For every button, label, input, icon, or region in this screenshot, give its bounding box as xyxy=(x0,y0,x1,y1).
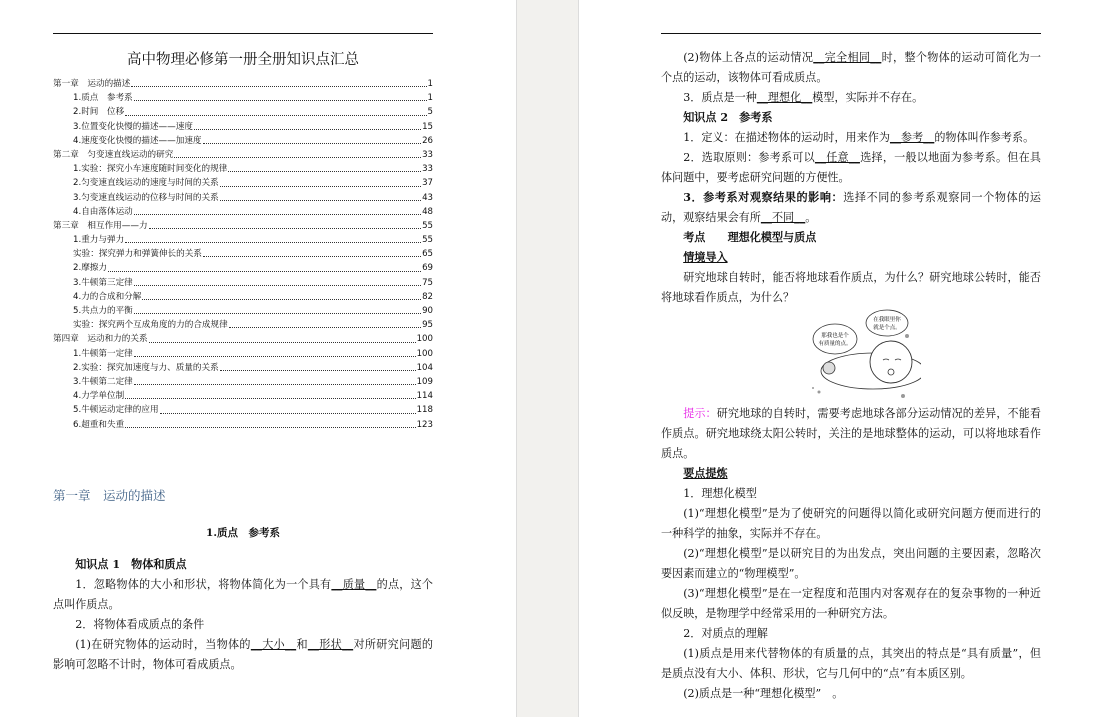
text: 2．选取原则：参考系可以 xyxy=(683,151,815,164)
toc-leader xyxy=(134,205,421,215)
bubble-text: 有质量的点。 xyxy=(818,341,852,347)
toc-label: 1.实验：探究小车速度随时间变化的规律 xyxy=(73,164,228,175)
fill-blank: __参考__ xyxy=(889,131,935,144)
fill-blank: __任意__ xyxy=(814,151,860,164)
right-body-top xyxy=(661,48,1041,308)
toc-entry[interactable] xyxy=(53,347,433,361)
toc-leader xyxy=(203,134,422,144)
paragraph: (2)质点是一种“理想化模型” 。 xyxy=(683,687,844,700)
text: 3．质点是一种 xyxy=(683,91,757,104)
document-page-left xyxy=(0,0,516,717)
speech-bubble-sun xyxy=(866,310,908,336)
toc-page-number: 123 xyxy=(416,419,433,430)
toc-label: 5.共点力的平衡 xyxy=(73,306,133,316)
toc-label: 实验：探究两个互成角度的力的合成规律 xyxy=(73,320,228,331)
toc-entry[interactable] xyxy=(53,247,433,261)
toc-label: 3.匀变速直线运动的位移与时间的关系 xyxy=(73,192,219,203)
toc-page-number: 15 xyxy=(422,121,433,132)
toc-page-number: 55 xyxy=(422,235,433,246)
toc-entry[interactable] xyxy=(53,403,433,417)
scenario-heading: 情境导入 xyxy=(683,251,728,264)
text: 3．参考系对观察结果的影响： xyxy=(683,191,844,204)
toc-label: 6.超重和失重 xyxy=(73,419,125,430)
toc-entry[interactable] xyxy=(53,148,433,162)
bubble-text: 在我眼里你 xyxy=(873,317,901,323)
toc-leader xyxy=(149,332,416,342)
toc-page-number: 5 xyxy=(427,107,433,118)
text: 模型，实际并不存在。 xyxy=(812,91,924,104)
toc-label: 实验：探究弹力和弹簧伸长的关系 xyxy=(73,249,202,260)
toc-page-number: 82 xyxy=(422,291,433,302)
key-points-heading: 要点提炼 xyxy=(683,467,728,480)
text: 。 xyxy=(805,211,817,224)
paragraph xyxy=(661,48,1041,88)
exam-point-title: 考点 理想化模型与质点 xyxy=(683,231,817,244)
toc-entry[interactable] xyxy=(53,389,433,403)
header-rule xyxy=(661,33,1041,34)
text: 的点，这个点叫作质点。 xyxy=(53,578,433,611)
left-body xyxy=(53,555,433,675)
toc-leader xyxy=(108,261,421,271)
fill-blank: __理想化__ xyxy=(756,91,813,104)
toc-leader xyxy=(125,389,415,399)
toc-label: 4.自由落体运动 xyxy=(73,206,133,217)
toc-leader xyxy=(134,91,427,101)
toc-label: 2.时间 位移 xyxy=(73,107,125,118)
toc-leader xyxy=(125,418,415,428)
bubble-text: 就是个点。 xyxy=(873,325,901,331)
toc-leader xyxy=(220,176,421,186)
text: 研究地球的自转时，需要考虑地球各部分运动情况的差异，不能看作质点。研究地球绕太阳公转时，关注的是地球整体的运动，可以将地球看作质点。 xyxy=(661,407,1041,460)
knowledge-point-title: 知识点 1 物体和质点 xyxy=(75,558,187,571)
paragraph: 2．对质点的理解 xyxy=(683,627,768,640)
bubble-text: 那我也是个 xyxy=(821,333,849,339)
paragraph xyxy=(661,88,1041,108)
toc-entry[interactable] xyxy=(53,120,433,134)
paragraph: (1)“理想化模型”是为了使研究的问题得以简化或研究问题方便而进行的一种科学的抽象，实际并不存在。 xyxy=(661,507,1041,540)
toc-entry[interactable] xyxy=(53,361,433,375)
toc-page-number: 69 xyxy=(422,263,433,274)
paragraph xyxy=(661,128,1041,148)
hint-label: 提示： xyxy=(683,407,717,420)
right-body-bottom xyxy=(661,404,1041,704)
header-rule xyxy=(53,33,433,34)
paragraph xyxy=(53,575,433,615)
toc-page-number: 109 xyxy=(416,376,433,387)
page-gap xyxy=(516,0,579,717)
paragraph: 1．理想化模型 xyxy=(683,487,757,500)
earth xyxy=(823,362,835,374)
paragraph: 研究地球自转时，能否将地球看作质点，为什么？研究地球公转时，能否将地球看作质点，为什么？ xyxy=(661,271,1041,304)
text: (1)在研究物体的运动时，当物体的 xyxy=(75,638,251,651)
toc-entry[interactable] xyxy=(53,176,433,190)
text: 和 xyxy=(296,638,308,651)
toc-label: 第四章 运动和力的关系 xyxy=(53,334,148,345)
toc-entry[interactable] xyxy=(53,276,433,290)
fill-blank: __不同__ xyxy=(760,211,806,224)
toc-page-number: 118 xyxy=(416,405,433,416)
toc-label: 2.匀变速直线运动的速度与时间的关系 xyxy=(73,178,219,189)
toc-leader xyxy=(149,219,422,229)
toc-leader xyxy=(134,276,421,286)
toc-leader xyxy=(203,247,421,257)
toc-leader xyxy=(131,77,426,87)
toc-leader xyxy=(228,162,421,172)
document-title: 高中物理必修第一册全册知识点汇总 xyxy=(127,52,359,68)
toc-entry[interactable] xyxy=(53,261,433,275)
toc-label: 3.牛顿第二定律 xyxy=(73,376,133,387)
section-heading: 1.质点 参考系 xyxy=(206,527,280,539)
paragraph: (1)质点是用来代替物体的有质量的点，其突出的特点是“具有质量”，但是质点没有大小、体积、形状，它与几何中的“点”有本质区别。 xyxy=(661,647,1041,680)
text: (2)物体上各点的运动情况 xyxy=(683,51,814,64)
toc-leader xyxy=(220,361,416,371)
text: 1．忽略物体的大小和形状，将物体简化为一个具有 xyxy=(75,578,332,591)
paragraph: (2)“理想化模型”是以研究目的为出发点，突出问题的主要因素，忽略次要因素而建立的“物理模型”。 xyxy=(661,547,1041,580)
toc-leader xyxy=(125,105,426,115)
toc-leader xyxy=(220,191,421,201)
toc-entry[interactable] xyxy=(53,375,433,389)
toc-leader xyxy=(125,233,421,243)
toc-page-number: 100 xyxy=(416,334,433,345)
toc-entry[interactable] xyxy=(53,233,433,247)
toc-leader xyxy=(229,318,421,328)
toc-label: 1.质点 参考系 xyxy=(73,93,133,104)
toc-label: 第二章 匀变速直线运动的研究 xyxy=(53,149,174,160)
toc-entry[interactable] xyxy=(53,105,433,119)
toc-page-number: 43 xyxy=(422,192,433,203)
text: 时，整个物体的运动可简化为一个点的运动，该物体可看成质点。 xyxy=(661,51,1041,84)
toc-page-number: 90 xyxy=(422,306,433,316)
toc-entry[interactable] xyxy=(53,290,433,304)
toc-entry[interactable] xyxy=(53,304,433,318)
chapter-heading: 第一章 运动的描述 xyxy=(53,488,166,503)
knowledge-point-title: 知识点 2 参考系 xyxy=(683,111,773,124)
paragraph: 2．将物体看成质点的条件 xyxy=(75,618,205,631)
toc-entry[interactable] xyxy=(53,134,433,148)
toc-page-number: 55 xyxy=(422,220,433,231)
text: 对所研究问题的影响可忽略不计时，物体可看成质点。 xyxy=(53,638,433,671)
speech-bubble-earth xyxy=(813,324,857,354)
toc-page-number: 104 xyxy=(416,362,433,373)
toc-page-number: 37 xyxy=(422,178,433,189)
toc-label: 4.力学单位制 xyxy=(73,391,125,402)
toc-entry[interactable] xyxy=(53,191,433,205)
fill-blank: __质量__ xyxy=(331,578,377,591)
toc-label: 5.牛顿运动定律的应用 xyxy=(73,405,159,416)
toc-label: 3.位置变化快慢的描述——速度 xyxy=(73,121,193,132)
toc-leader xyxy=(194,120,421,130)
toc-label: 4.力的合成和分解 xyxy=(73,291,142,302)
toc-page-number: 1 xyxy=(427,93,433,104)
fill-blank: __形状__ xyxy=(307,638,354,651)
toc-entry[interactable] xyxy=(53,162,433,176)
toc-page-number: 33 xyxy=(422,149,433,160)
toc-entry[interactable] xyxy=(53,77,433,91)
toc-page-number: 75 xyxy=(422,277,433,288)
hint-paragraph xyxy=(661,404,1041,464)
toc-label: 1.重力与弹力 xyxy=(73,235,125,246)
toc-label: 1.牛顿第一定律 xyxy=(73,348,133,359)
toc-page-number: 65 xyxy=(422,249,433,260)
toc-page-number: 48 xyxy=(422,206,433,217)
text: 1．定义：在描述物体的运动时，用来作为 xyxy=(683,131,890,144)
toc-page-number: 1 xyxy=(427,79,433,89)
toc-label: 第一章 运动的描述 xyxy=(53,79,131,89)
text: 的物体叫作参考系。 xyxy=(934,131,1035,144)
paragraph xyxy=(661,148,1041,188)
text: 选择，一般以地面为参考系。但在具体问题中，要考虑研究问题的方便性。 xyxy=(661,151,1041,184)
toc-entry[interactable] xyxy=(53,332,433,346)
paragraph: (3)“理想化模型”是在一定程度和范围内对客观存在的复杂事物的一种近似反映，是物理学中经常采用的一种研究方法。 xyxy=(661,587,1041,620)
toc-leader xyxy=(134,304,421,314)
text: 选择不同的参考系观察同一个物体的运动，观察结果会有所 xyxy=(661,191,1041,224)
toc-entry[interactable] xyxy=(53,91,433,105)
toc-label: 2.实验：探究加速度与力、质量的关系 xyxy=(73,362,219,373)
paragraph xyxy=(53,635,433,675)
toc-entry[interactable] xyxy=(53,318,433,332)
toc-entry[interactable] xyxy=(53,219,433,233)
toc-page-number: 114 xyxy=(416,391,433,402)
fill-blank: __大小__ xyxy=(250,638,297,651)
toc-page-number: 33 xyxy=(422,164,433,175)
toc-entry[interactable] xyxy=(53,418,433,432)
earth-sun-cartoon xyxy=(803,308,921,401)
toc-leader xyxy=(160,403,416,413)
paragraph xyxy=(661,188,1041,228)
toc-label: 第三章 相互作用——力 xyxy=(53,220,148,231)
toc-leader xyxy=(134,347,416,357)
toc-page-number: 26 xyxy=(422,135,433,146)
toc-page-number: 95 xyxy=(422,320,433,331)
toc-label: 4.速度变化快慢的描述——加速度 xyxy=(73,135,202,146)
toc-leader xyxy=(142,290,421,300)
toc-entry[interactable] xyxy=(53,205,433,219)
toc-page-number: 100 xyxy=(416,348,433,359)
toc-label: 2.摩擦力 xyxy=(73,263,107,274)
sun-face xyxy=(870,341,912,383)
fill-blank: __完全相同__ xyxy=(813,51,882,64)
table-of-contents xyxy=(53,77,433,432)
toc-leader xyxy=(134,375,416,385)
toc-leader xyxy=(174,148,421,158)
toc-label: 3.牛顿第三定律 xyxy=(73,277,133,288)
